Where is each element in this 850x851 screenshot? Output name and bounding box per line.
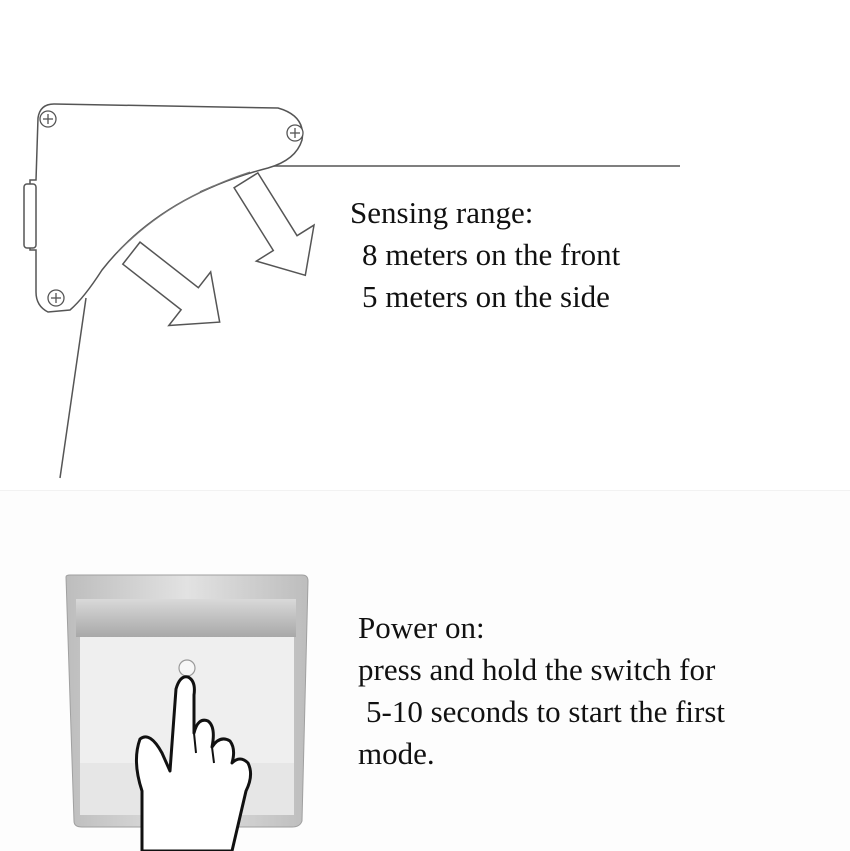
sensing-range-side: 5 meters on the side: [362, 279, 610, 314]
power-on-instruction-line-3: mode.: [358, 736, 435, 771]
screw-icon: [40, 111, 56, 127]
light-device-top-bar: [76, 599, 296, 637]
power-on-panel: [0, 490, 850, 851]
power-on-title: Power on:: [358, 610, 485, 645]
sensing-range-front: 8 meters on the front: [362, 237, 621, 272]
switch-button-icon[interactable]: [179, 660, 195, 676]
screw-icon: [48, 290, 64, 306]
screw-icon: [287, 125, 303, 141]
power-on-instruction-line-1: press and hold the switch for: [358, 652, 716, 687]
arrow-icon: [110, 226, 240, 349]
device-side-bracket: [24, 184, 36, 248]
wall-line: [60, 298, 86, 478]
power-on-instruction-line-2: 5-10 seconds to start the first: [366, 694, 726, 729]
sensing-range-title: Sensing range:: [350, 195, 534, 230]
arrow-icon: [217, 162, 334, 293]
